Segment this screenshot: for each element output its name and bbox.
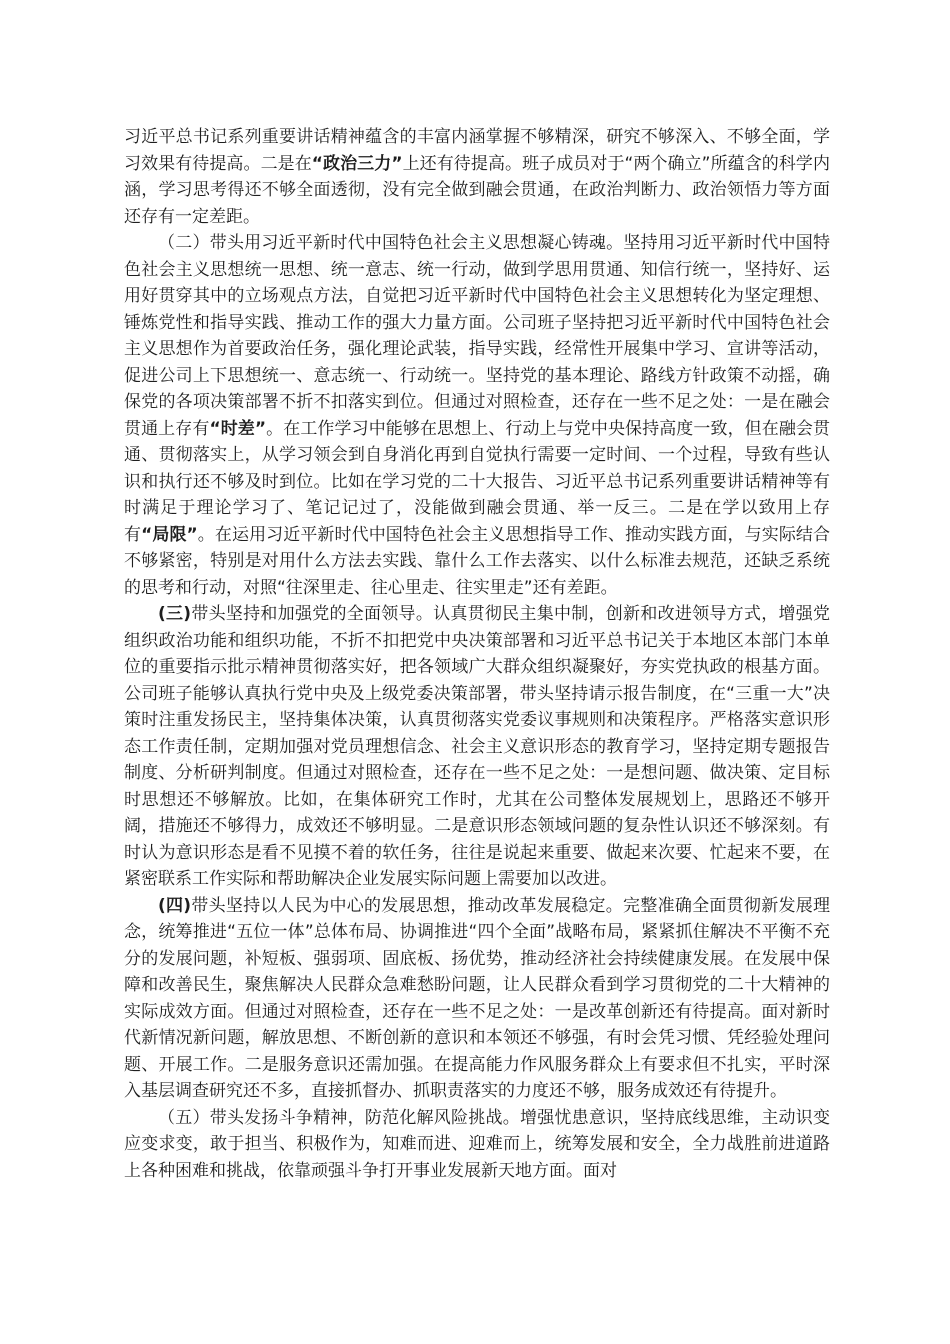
paragraph-section-4 <box>124 893 830 1105</box>
text-run: 上还有待提高。班子成员对于“两个确立”所蕴含的科学内涵，学习思考得还不够全面透彻，没有完全做到融会贯通，在政治判断力、政治领悟力等方面还存有一定差距。 <box>124 153 830 227</box>
bold-text-run: “局限” <box>141 524 198 545</box>
bold-text-run: “政治三力” <box>311 153 403 174</box>
text-run: （五）带头发扬斗争精神，防范化解风险挑战。增强忧患意识，坚持底线思维，主动识变应变求变，敢于担当、积极作为，知难而进、迎难而上，统筹发展和安全，全力战胜前进道路上各种困难和挑战，依靠顽强斗争打开事业发展新天地方面。面对 <box>124 1107 830 1181</box>
paragraph-section-2 <box>124 230 830 601</box>
paragraph-section-3 <box>124 601 830 893</box>
section-number: (三) <box>158 604 192 624</box>
text-run: 习近平总书记系列重要讲话精神蕴含的丰富内涵掌握不够精深，研究不够深入、不够全面，学习效果有待提高。二是在 <box>124 127 830 174</box>
text-run: 。在运用习近平新时代中国特色社会主义思想指导工作、推动实践方面，与实际结合不够紧密，特别是对用什么方法去实践、靠什么工作去落实、以什么标准去规范，还缺乏系统的思考和行动，对照“往深里走、往心里走、往实里走”还有差距。 <box>124 524 831 598</box>
text-run: （二）带头用习近平新时代中国特色社会主义思想凝心铸魂。坚持用习近平新时代中国特色社会主义思想统一思想、统一意志、统一行动，做到学思用贯通、知信行统一，坚持好、运用好贯穿其中的立场观点方法，自觉把习近平新时代中国特色社会主义思想转化为坚定理想、锤炼党性和指导实践、推动工作的强大力量方面。公司班子坚持把习近平新时代中国特色社会主义思想作为首要政治任务，强化理论武装，指导实践，经常性开展集中学习、宣讲等活动，促进公司上下思想统一、意志统一、行动统一。坚持党的基本理论、路线方针政策不动摇，确保党的各项决策部署不折不扣落实到位。但通过对照检查，还存在一些不足之处：一是在融会贯通上存有 <box>124 233 830 439</box>
text-run: 带头坚持以人民为中心的发展思想，推动改革发展稳定。完整准确全面贯彻新发展理念，统筹推进“五位一体”总体布局、协调推进“四个全面”战略布局，紧紧抓住解决不平衡不充分的发展问题，补短板、强弱项、固底板、扬优势，推动经济社会持续健康发展。在发展中保障和改善民生，聚焦解决人民群众急难愁盼问题，让人民群众看到学习贯彻党的二十大精神的实际成效方面。但通过对照检查，还存在一些不足之处：一是改革创新还有待提高。面对新时代新情况新问题，解放思想、不断创新的意识和本领还不够强，有时会凭习惯、凭经验处理问题、开展工作。二是服务意识还需加强。在提高能力作风服务群众上有要求但不扎实，平时深入基层调查研究还不多，直接抓督办、抓职责落实的力度还不够，服务成效还有待提升。 <box>124 895 830 1101</box>
text-run: 。在工作学习中能够在思想上、行动上与党中央保持高度一致，但在融会贯通、贯彻落实上，从学习领会到自身消化再到自觉执行需要一定时间、一个过程，导致有些认识和执行还不够及时到位。比如在学习党的二十大报告、习近平总书记系列重要讲话精神等有时满足于理论学习了、笔记记过了，没能做到融会贯通、举一反三。二是在学以致用上存有 <box>124 418 831 545</box>
text-run: 带头坚持和加强党的全面领导。认真贯彻民主集中制，创新和改进领导方式，增强党组织政治功能和组织功能，不折不扣把党中央决策部署和习近平总书记关于本地区本部门本单位的重要指示批示精神贯彻落实好，把各领域广大群众组织凝聚好，夯实党执政的根基方面。公司班子能够认真执行党中央及上级党委决策部署，带头坚持请示报告制度，在“三重一大”决策时注重发扬民主，坚持集体决策，认真贯彻落实党委议事规则和决策程序。严格落实意识形态工作责任制，定期加强对党员理想信念、社会主义意识形态的教育学习，坚持定期专题报告制度、分析研判制度。但通过对照检查，还存在一些不足之处：一是想问题、做决策、定目标时思想还不够解放。比如，在集体研究工作时，尤其在公司整体发展规划上，思路还不够开阔，措施还不够得力，成效还不够明显。二是意识形态领域问题的复杂性认识还不够深刻。有时认为意识形态是看不见摸不着的软任务，往往是说起来重要、做起来次要、忙起来不要，在紧密联系工作实际和帮助解决企业发展实际问题上需要加以改进。 <box>124 604 830 889</box>
section-number: (四) <box>158 895 192 916</box>
paragraph-section-5 <box>124 1105 830 1185</box>
bold-text-run: “时差” <box>209 418 267 439</box>
paragraph-continued <box>124 124 830 230</box>
document-page <box>124 124 830 1184</box>
